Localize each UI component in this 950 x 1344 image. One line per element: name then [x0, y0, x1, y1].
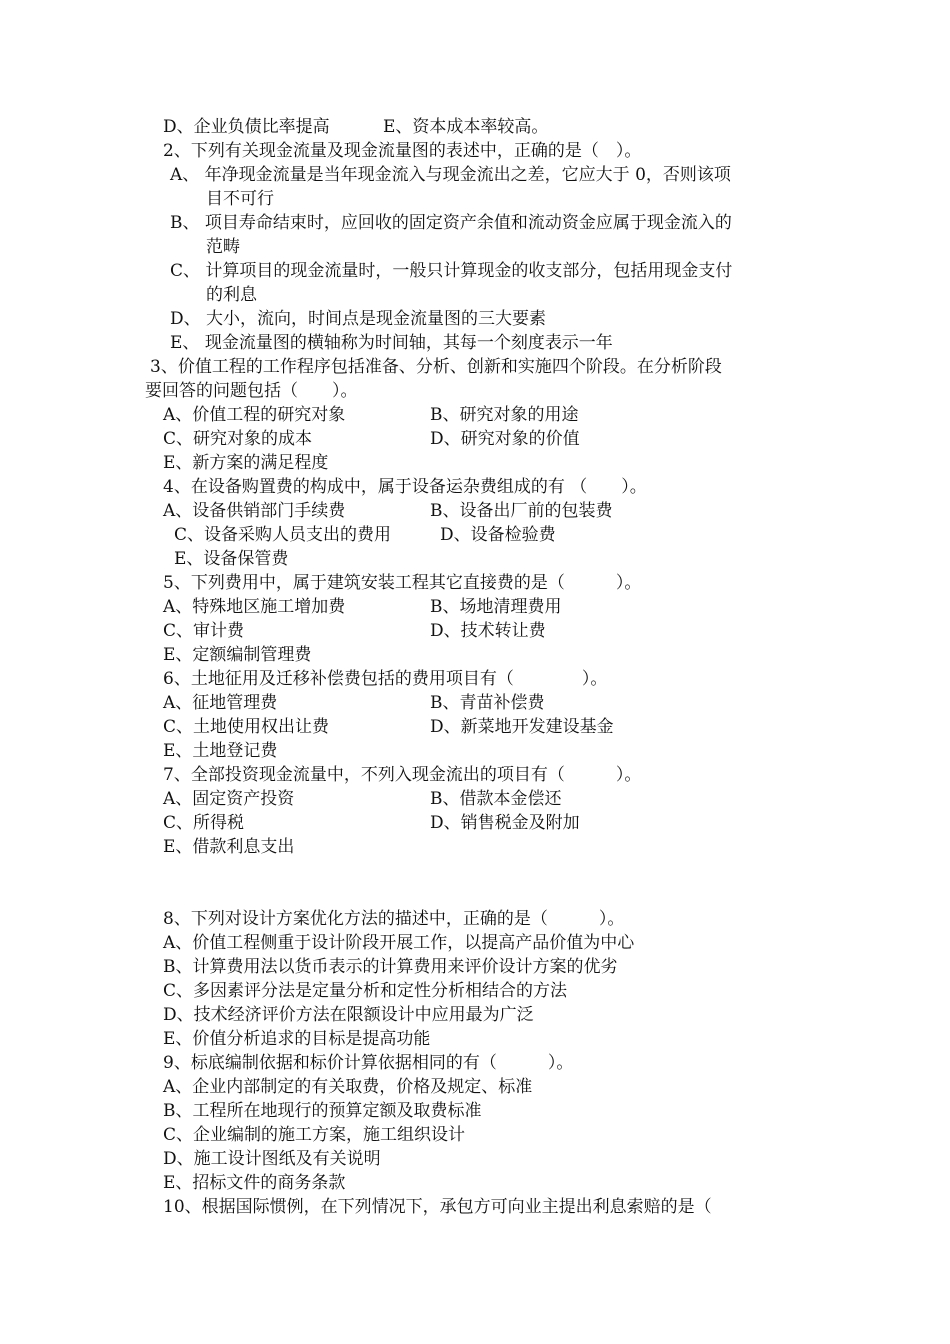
question-9: 9、标底编制依据和标价计算依据相同的有（ ）。 — [163, 1053, 574, 1073]
option-line: A、 年净现金流量是当年现金流入与现金流出之差，它应大于 0，否则该项 — [170, 165, 731, 185]
option-line: D、研究对象的价值 — [430, 429, 580, 449]
option-line: A、价值工程的研究对象 — [163, 405, 346, 425]
option-line: A、价值工程侧重于设计阶段开展工作，以提高产品价值为中心 — [163, 933, 635, 953]
option-line: C、企业编制的施工方案，施工组织设计 — [163, 1125, 466, 1145]
option-line: B、计算费用法以货币表示的计算费用来评价设计方案的优劣 — [163, 957, 618, 977]
question-8: 8、下列对设计方案优化方法的描述中，正确的是（ ）。 — [163, 909, 625, 929]
option-line: E、招标文件的商务条款 — [163, 1173, 346, 1193]
option-line: C、所得税 — [163, 813, 245, 833]
option-line: D、技术经济评价方法在限额设计中应用最为广泛 — [163, 1005, 534, 1025]
option-continuation: 目不可行 — [206, 189, 274, 209]
option-line: D、新菜地开发建设基金 — [430, 717, 614, 737]
option-line: B、研究对象的用途 — [430, 405, 579, 425]
option-line: C、土地使用权出让费 — [163, 717, 330, 737]
option-line: E、价值分析追求的目标是提高功能 — [163, 1029, 431, 1049]
question-6: 6、土地征用及迁移补偿费包括的费用项目有（ ）。 — [163, 669, 608, 689]
option-line: B、青苗补偿费 — [430, 693, 545, 713]
question-3: 3、价值工程的工作程序包括准备、分析、创新和实施四个阶段。在分析阶段 — [150, 357, 722, 377]
option-line: A、征地管理费 — [163, 693, 278, 713]
option-line: D、施工设计图纸及有关说明 — [163, 1149, 381, 1169]
option-line: E、借款利息支出 — [163, 837, 295, 857]
option-line: D、技术转让费 — [430, 621, 546, 641]
option-line: C、审计费 — [163, 621, 245, 641]
option-line: B、工程所在地现行的预算定额及取费标准 — [163, 1101, 482, 1121]
option-line: D、企业负债比率提高 — [163, 117, 330, 137]
option-line: A、企业内部制定的有关取费，价格及规定、标准 — [163, 1077, 533, 1097]
option-line: B、场地清理费用 — [430, 597, 562, 617]
question-3-continuation: 要回答的问题包括（ ）。 — [145, 381, 358, 401]
question-10: 10、根据国际惯例，在下列情况下，承包方可向业主提出利息索赔的是（ — [163, 1197, 712, 1217]
option-continuation: 范畴 — [206, 237, 240, 257]
option-line: E、 现金流量图的横轴称为时间轴，其每一个刻度表示一年 — [170, 333, 613, 353]
option-continuation: 的利息 — [206, 285, 257, 305]
option-line: E、土地登记费 — [163, 741, 278, 761]
question-2: 2、下列有关现金流量及现金流量图的表述中，正确的是（ ）。 — [163, 141, 642, 161]
option-line: E、设备保管费 — [174, 549, 289, 569]
option-line: B、设备出厂前的包装费 — [430, 501, 613, 521]
option-line: B、 项目寿命结束时，应回收的固定资产余值和流动资金应属于现金流入的 — [170, 213, 732, 233]
option-line: E、定额编制管理费 — [163, 645, 312, 665]
question-5: 5、下列费用中，属于建筑安装工程其它直接费的是（ ）。 — [163, 573, 642, 593]
option-line: C、多因素评分法是定量分析和定性分析相结合的方法 — [163, 981, 568, 1001]
option-line: B、借款本金偿还 — [430, 789, 562, 809]
option-line: E、新方案的满足程度 — [163, 453, 329, 473]
option-line: C、 计算项目的现金流量时，一般只计算现金的收支部分，包括用现金支付 — [170, 261, 733, 281]
option-line: A、设备供销部门手续费 — [163, 501, 346, 521]
question-7: 7、全部投资现金流量中，不列入现金流出的项目有（ ）。 — [163, 765, 642, 785]
option-line: A、特殊地区施工增加费 — [163, 597, 346, 617]
option-line: D、设备检验费 — [440, 525, 556, 545]
option-line: E、资本成本率较高。 — [383, 117, 549, 137]
option-line: C、研究对象的成本 — [163, 429, 313, 449]
question-4: 4、在设备购置费的构成中，属于设备运杂费组成的有 （ ）。 — [163, 477, 647, 497]
option-line: C、设备采购人员支出的费用 — [174, 525, 392, 545]
option-line: D、 大小，流向，时间点是现金流量图的三大要素 — [170, 309, 547, 329]
option-line: A、固定资产投资 — [163, 789, 295, 809]
option-line: D、销售税金及附加 — [430, 813, 580, 833]
